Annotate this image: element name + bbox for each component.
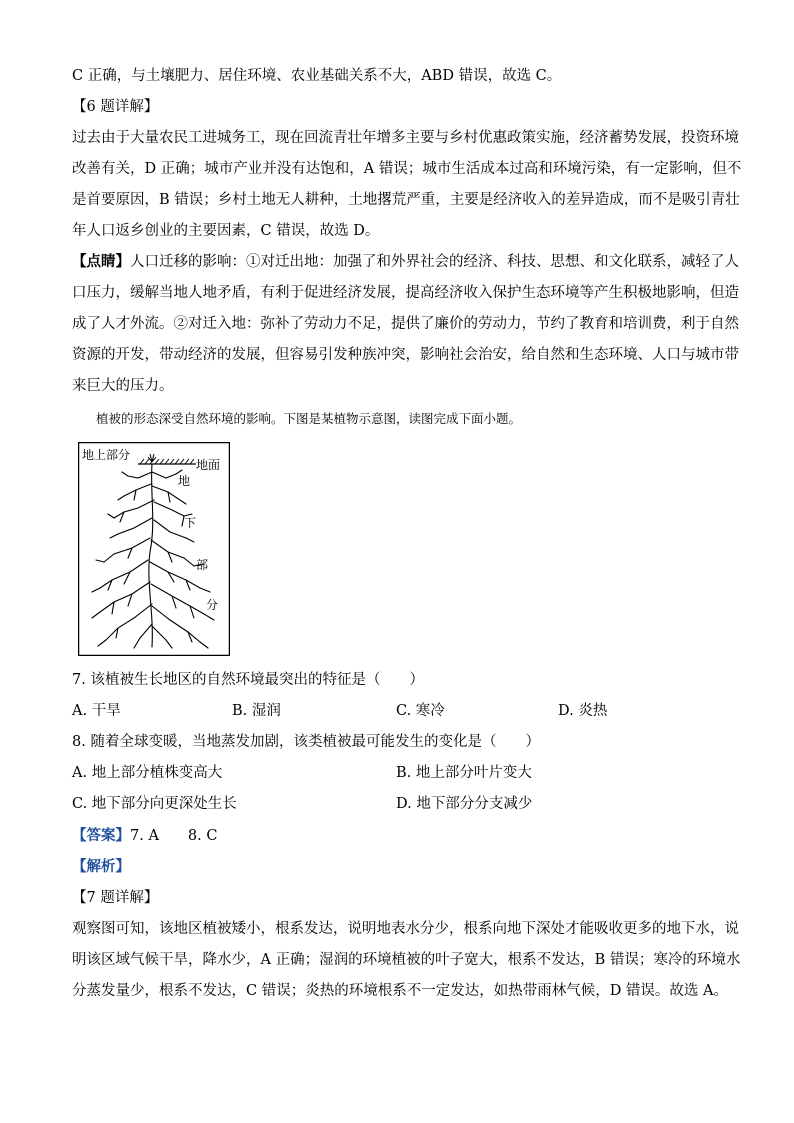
- answer-tag: 【答案】: [72, 827, 130, 844]
- label-ground-surface: 地面: [196, 458, 221, 472]
- text-line: C 正确，与土壤肥力、居住环境、农业基础关系不大，ABD 错误，故选 C。: [72, 68, 562, 84]
- text-line: 成了人才外流。②对迁入地：弥补了劳动力不足，提供了廉价的劳动力，节约了教育和培训费，利于自然: [72, 316, 739, 332]
- figure-caption: 植被的形态深受自然环境的影响。下图是某植物示意图，读图完成下面小题。: [96, 411, 522, 426]
- text-line: 改善有关，D 正确；城市产业并没有达饱和，A 错误；城市生活成本过高和环境污染，有一定影响，但不: [72, 161, 742, 177]
- q7-option-c: C. 寒冷: [396, 703, 445, 719]
- q8-option-d: D. 地下部分分支减少: [396, 796, 533, 812]
- text-line: 明该区域气候干旱，降水少，A 正确；湿润的环境植被的叶子宽大，根系不发达，B 错误；寒冷的环境水: [72, 952, 741, 968]
- question-7-stem: 7. 该植被生长地区的自然环境最突出的特征是（ ）: [72, 672, 424, 688]
- q8-option-b: B. 地上部分叶片变大: [396, 765, 532, 781]
- q7-option-a: A. 干旱: [72, 703, 121, 719]
- answer-text: 7. A 8. C: [130, 828, 218, 844]
- question-8-stem: 8. 随着全球变暖，当地蒸发加剧，该类植被最可能发生的变化是（ ）: [72, 734, 540, 750]
- q7-option-b: B. 湿润: [232, 703, 281, 719]
- text-line: 来巨大的压力。: [72, 378, 174, 394]
- text-line: 年人口返乡创业的主要因素，C 错误，故选 D。: [72, 223, 380, 239]
- label-below-char: 部: [196, 558, 209, 572]
- section-heading-q6: 【6 题详解】: [72, 99, 159, 115]
- key-point-line: [72, 252, 739, 272]
- key-point-text: 人口迁移的影响：①对迁出地：加强了和外界社会的经济、科技、思想、和文化联系，减轻了人: [130, 254, 739, 270]
- text-line: 口压力，缓解当地人地矛盾，有利于促进经济发展，提高经济收入保护生态环境等产生积极地影响，但造: [72, 285, 739, 301]
- plant-diagram: [78, 442, 230, 656]
- section-heading-q7: 【7 题详解】: [72, 890, 159, 906]
- key-point-tag: 【点睛】: [72, 253, 130, 270]
- analysis-tag: 【解析】: [72, 858, 130, 875]
- text-line: 资源的开发，带动经济的发展，但容易引发种族冲突，影响社会治安，给自然和生态环境、人口与城市带: [72, 347, 739, 363]
- text-line: 分蒸发量少，根系不发达，C 错误；炎热的环境根系不一定发达，如热带雨林气候，D 错误。故选 A。: [72, 983, 729, 999]
- text-line: 观察图可知，该地区植被矮小，根系发达，说明地表水分少，根系向地下深处才能吸收更多的地下水，说: [72, 921, 739, 937]
- q7-option-d: D. 炎热: [558, 703, 608, 719]
- label-below-char: 分: [206, 598, 219, 612]
- text-line: 是首要原因，B 错误；乡村土地无人耕种，土地撂荒严重，主要是经济收入的差异造成，而不是吸引青壮: [72, 192, 740, 208]
- label-above-ground: 地上部分: [82, 448, 131, 462]
- text-line: 过去由于大量农民工进城务工，现在回流青壮年增多主要与乡村优惠政策实施，经济蓄势发展，投资环境: [72, 130, 739, 146]
- q8-option-a: A. 地上部分植株变高大: [72, 765, 223, 781]
- q8-option-c: C. 地下部分向更深处生长: [72, 796, 237, 812]
- answer-line: [72, 826, 217, 846]
- plant-root-illustration: [78, 442, 230, 656]
- label-below-char: 下: [184, 516, 197, 530]
- label-below-char: 地: [178, 474, 191, 488]
